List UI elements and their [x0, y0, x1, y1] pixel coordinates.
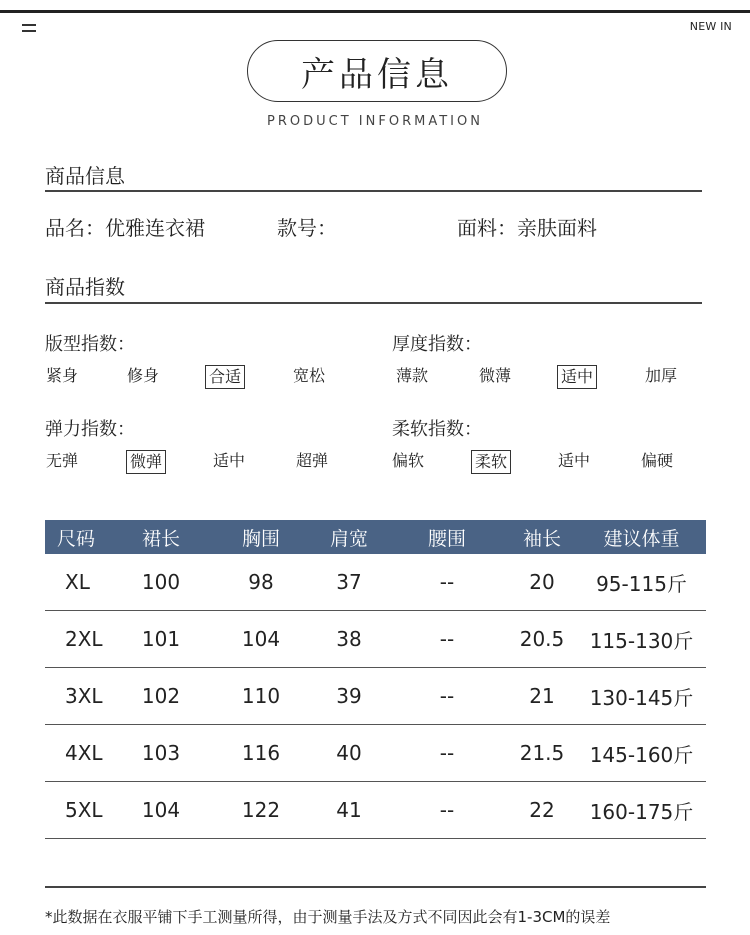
cell-shoulder: 40 [336, 741, 362, 765]
page-subtitle: PRODUCT INFORMATION [267, 114, 483, 129]
table-row [45, 782, 706, 839]
table-row [45, 611, 706, 668]
measurement-footnote: *此数据在衣服平铺下手工测量所得，由于测量手法及方式不同因此会有1-3CM的误差 [45, 908, 611, 926]
cell-waist: -- [439, 741, 455, 765]
elasticity-option-selected: 微弹 [126, 450, 166, 474]
cell-shoulder: 38 [336, 627, 362, 651]
cell-size: 4XL [65, 741, 103, 765]
cell-shoulder: 37 [336, 570, 362, 594]
softness-option: 适中 [558, 451, 591, 470]
fit-option: 紧身 [46, 366, 79, 385]
thickness-option-selected: 适中 [557, 365, 597, 389]
thickness-option: 加厚 [645, 366, 678, 385]
header-shoulder: 肩宽 [329, 527, 368, 550]
cell-shoulder: 41 [336, 798, 362, 822]
elasticity-option: 无弹 [46, 451, 79, 470]
header-dress-length: 裙长 [141, 527, 180, 550]
product-index-divider [45, 302, 702, 304]
elasticity-option: 适中 [213, 451, 246, 470]
product-name: 品名：优雅连衣裙 [45, 216, 205, 240]
cell-weight: 130-145斤 [589, 685, 694, 710]
cell-dress-length: 100 [141, 570, 181, 594]
menu-icon[interactable] [22, 24, 36, 33]
cell-shoulder: 39 [336, 684, 362, 708]
table-row [45, 725, 706, 782]
header-weight: 建议体重 [603, 527, 680, 550]
size-table [45, 520, 706, 839]
cell-weight: 160-175斤 [589, 799, 694, 824]
elasticity-index-label: 弹力指数： [45, 419, 135, 440]
cell-weight: 95-115斤 [596, 571, 687, 596]
cell-sleeve: 20.5 [519, 627, 565, 651]
fit-option: 宽松 [293, 366, 326, 385]
softness-index-label: 柔软指数： [392, 419, 482, 440]
cell-bust: 116 [241, 741, 281, 765]
cell-size: 3XL [65, 684, 103, 708]
header-sleeve: 袖长 [522, 527, 561, 550]
thickness-option: 薄款 [396, 366, 429, 385]
cell-bust: 110 [241, 684, 281, 708]
cell-sleeve: 20 [529, 570, 555, 594]
thickness-option: 微薄 [479, 366, 512, 385]
cell-bust: 104 [241, 627, 281, 651]
fabric: 面料：亲肤面料 [457, 216, 597, 240]
style-number: 款号： [277, 216, 337, 240]
cell-sleeve: 21.5 [519, 741, 565, 765]
softness-option: 偏硬 [641, 451, 674, 470]
cell-size: XL [65, 570, 90, 594]
header-bust: 胸围 [241, 527, 280, 550]
fit-option: 修身 [127, 366, 160, 385]
new-in-label: NEW IN [689, 20, 732, 33]
page-title: 产品信息 [247, 40, 507, 102]
product-info-divider [45, 190, 702, 192]
cell-bust: 122 [241, 798, 281, 822]
softness-option-selected: 柔软 [471, 450, 511, 474]
top-divider [0, 10, 750, 13]
cell-dress-length: 104 [141, 798, 181, 822]
product-index-title: 商品指数 [45, 275, 125, 299]
cell-sleeve: 22 [529, 798, 555, 822]
header-waist: 腰围 [427, 527, 466, 550]
cell-waist: -- [439, 684, 455, 708]
size-table-header [45, 520, 706, 554]
cell-dress-length: 103 [141, 741, 181, 765]
cell-size: 5XL [65, 798, 103, 822]
cell-weight: 115-130斤 [589, 628, 694, 653]
header-size: 尺码 [57, 527, 96, 550]
table-row [45, 668, 706, 725]
cell-waist: -- [439, 798, 455, 822]
cell-waist: -- [439, 627, 455, 651]
cell-weight: 145-160斤 [589, 742, 694, 767]
cell-dress-length: 102 [141, 684, 181, 708]
thickness-index-label: 厚度指数： [392, 334, 482, 355]
cell-waist: -- [439, 570, 455, 594]
cell-size: 2XL [65, 627, 103, 651]
cell-sleeve: 21 [529, 684, 555, 708]
table-row [45, 554, 706, 611]
fit-option-selected: 合适 [205, 365, 245, 389]
elasticity-option: 超弹 [296, 451, 329, 470]
fit-index-label: 版型指数： [45, 334, 135, 355]
footnote-divider [45, 886, 706, 888]
cell-dress-length: 101 [141, 627, 181, 651]
cell-bust: 98 [248, 570, 274, 594]
softness-option: 偏软 [392, 451, 425, 470]
product-info-title: 商品信息 [45, 164, 125, 188]
